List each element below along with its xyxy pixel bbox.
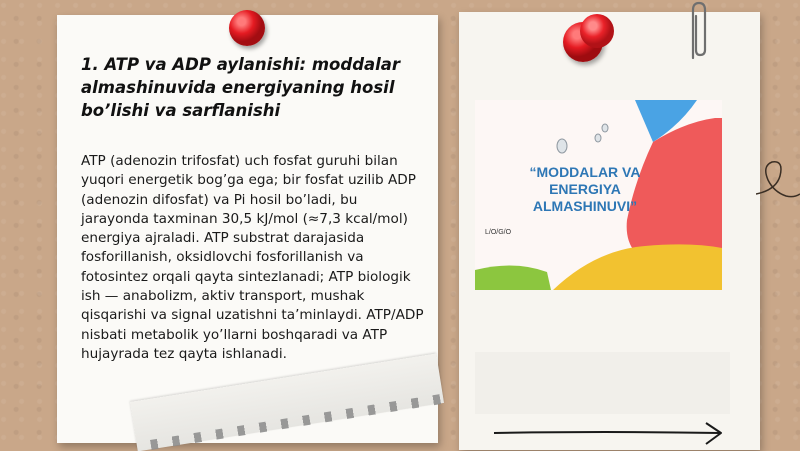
green-shape [475,265,551,290]
slide-logo-text: L/O/G/O [485,229,512,236]
paperclip-icon [683,0,713,62]
loop-doodle-icon [756,150,800,210]
droplet-icon [602,124,608,132]
droplet-icon [595,134,601,142]
pushpin-icon [229,10,265,46]
droplet-icon [557,139,567,153]
pushpin-icon [580,14,614,48]
slide-title: “MODDALAR VA ENERGIYA ALMASHINUVI” [529,164,641,214]
note-title: 1. ATP va ADP aylanishi: moddalar almashinuvida energiyaning hosil bo’lishi va sarflanishi [81,55,401,120]
yellow-shape [553,244,722,290]
slide-thumbnail [475,100,722,290]
note-body: ATP (adenozin trifosfat) uch fosfat guruhi bilan yuqori energetik bog’ga ega; bir fosfat uzilib ADP (adenozin difosfat) va Pi hosil bo’ladi, bu jarayonda taxminan 30,5 kJ/mol (≈7,3 kcal/mol) energiya ajraladi. ATP substrat darajasida fosforillanish, oksidlovchi fosforillanish va fotosintez orqali qayta sintezlanadi; ATP biologik ish — anabolizm, aktiv transport, mushak qisqarishi va signal uzatishni ta’minlaydi. ATP/ADP nisbati metabolik yo’llarni boshqaradi va ATP hujayrada tez qayta ishlanadi. [81,153,424,362]
arrow-right-icon [492,420,727,448]
photo-caption-area [475,352,730,414]
